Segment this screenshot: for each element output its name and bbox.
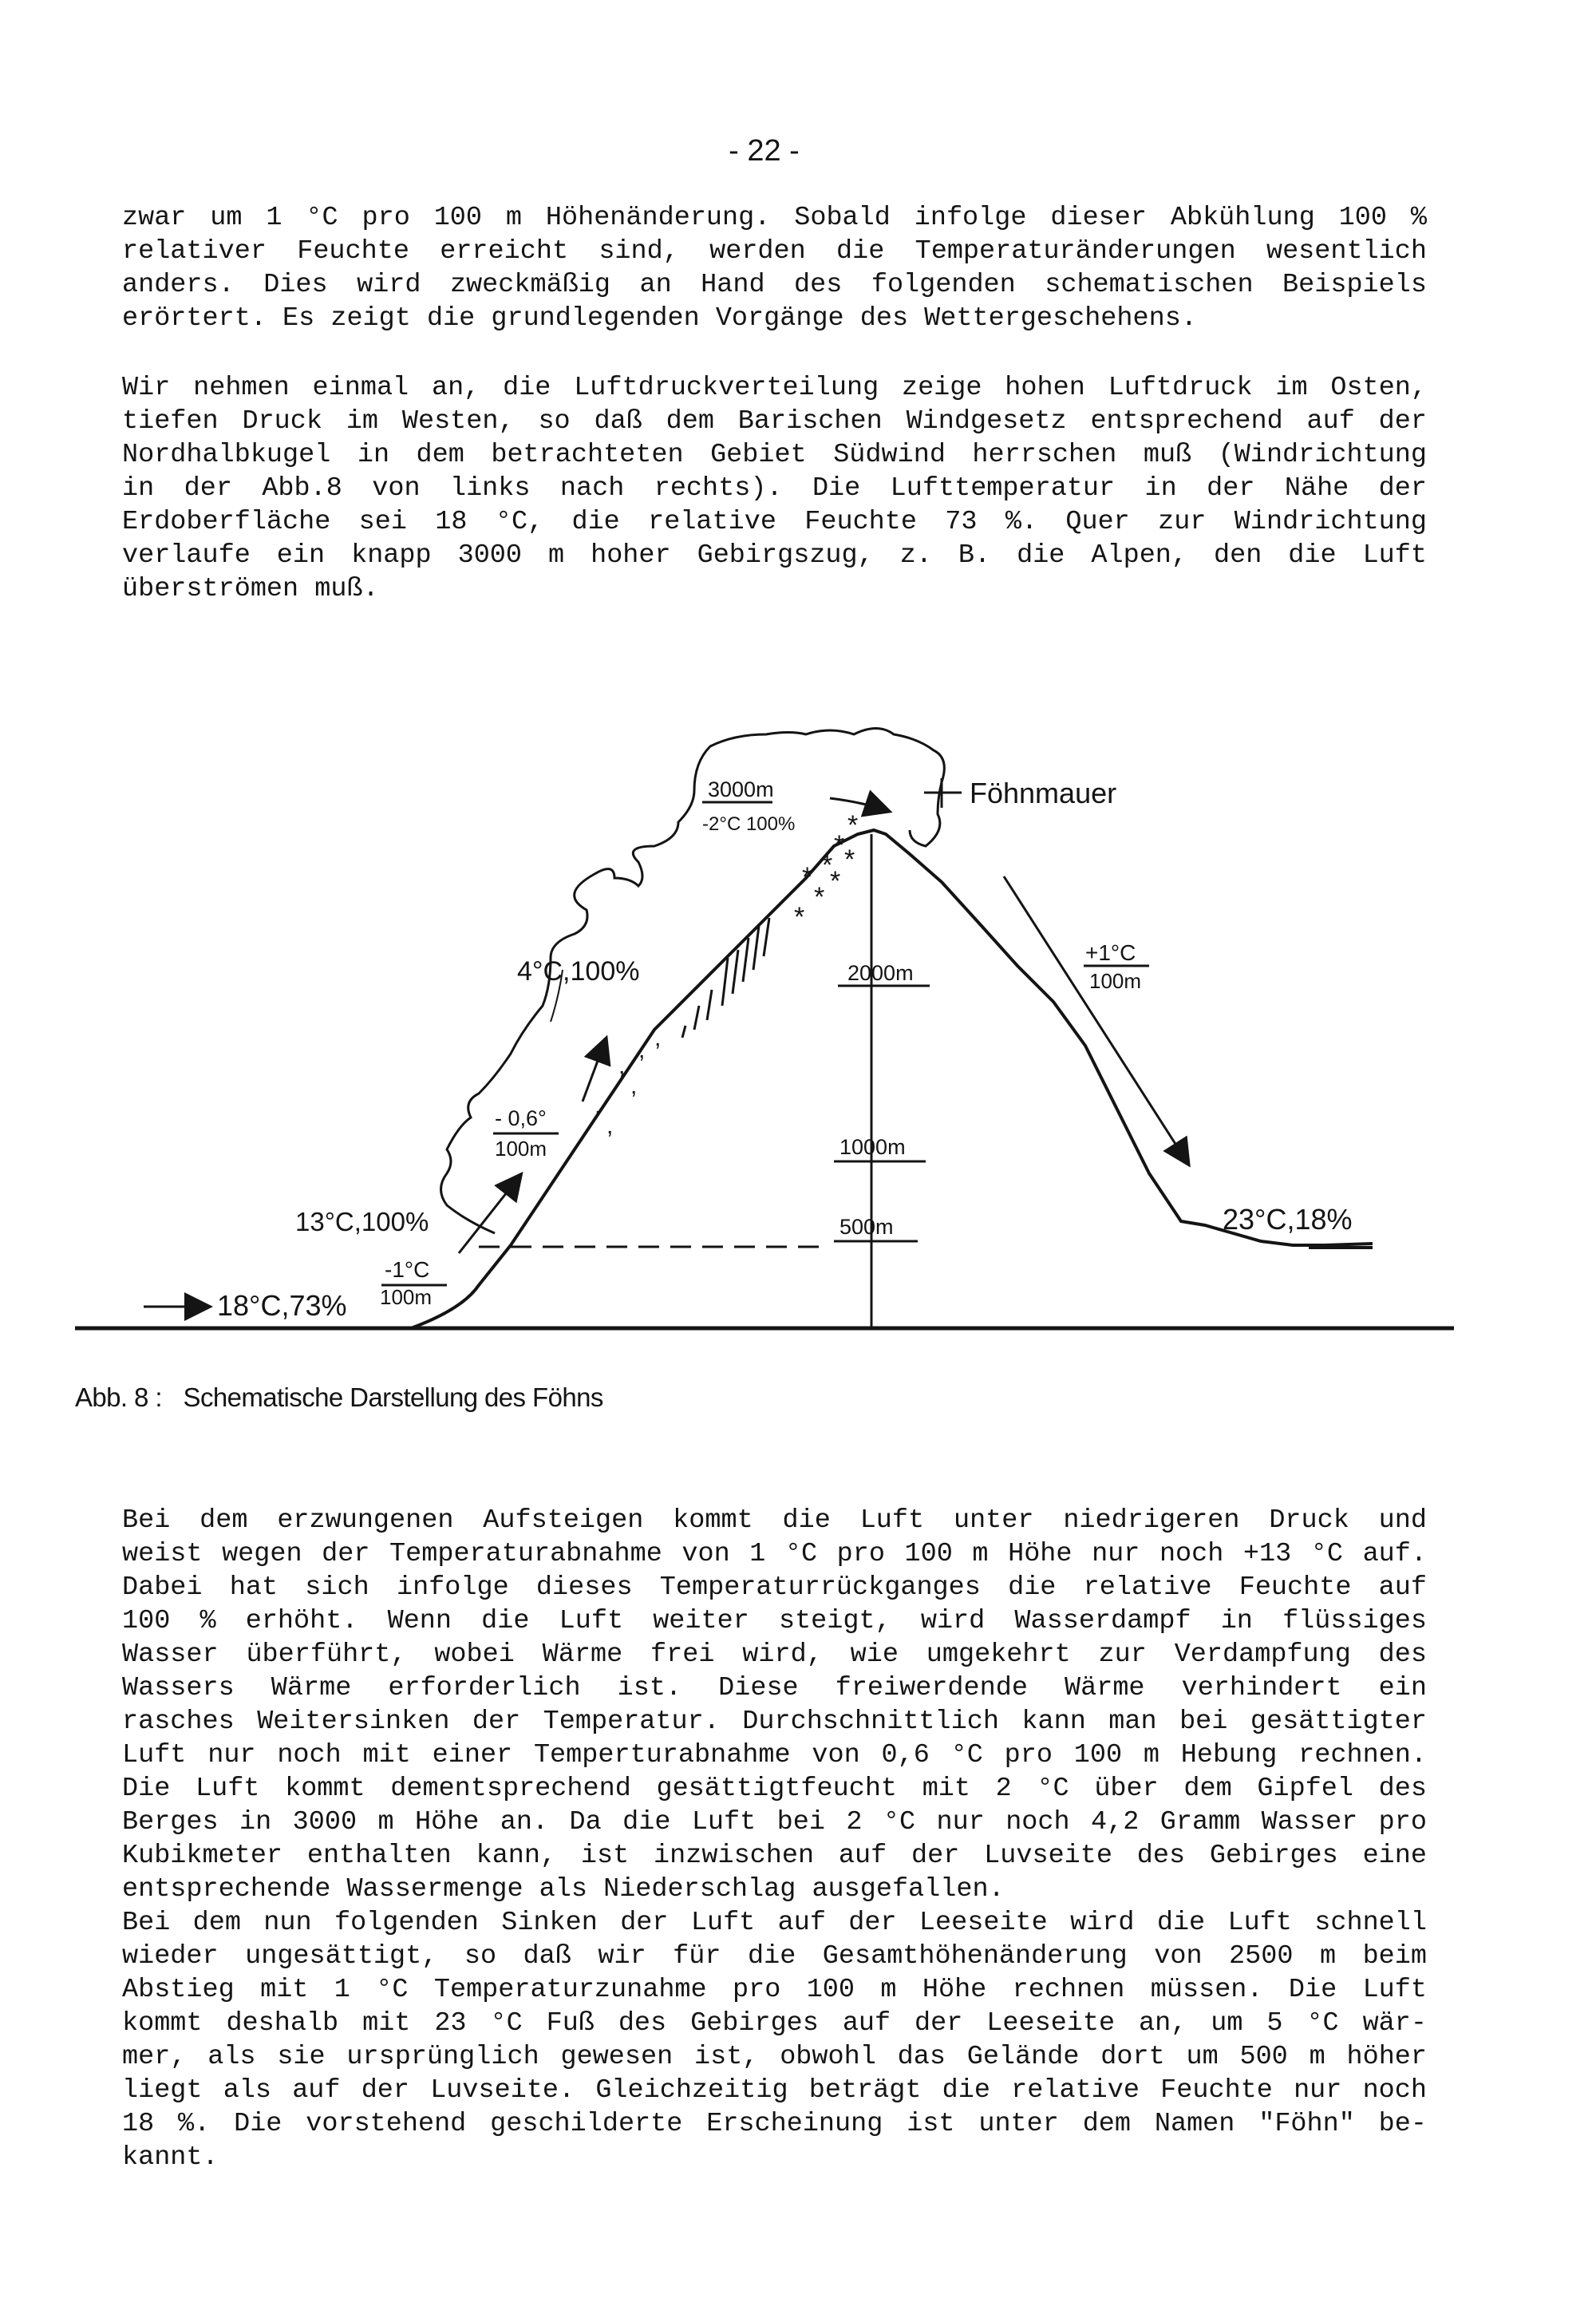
text-line: Nordhalbkugel in dem betrachteten Gebiet Südwind herrschen muß (Windrichtung xyxy=(122,440,1427,470)
text-line: erörtert. Es zeigt die grundlegenden Vorgänge des Wettergeschehens. xyxy=(122,303,1197,334)
svg-text:*: * xyxy=(847,810,859,841)
text-line: weist wegen der Temperaturabnahme von 1 °C pro 100 m Höhe nur noch +13 °C auf. xyxy=(122,1539,1427,1569)
text-line: in der Abb.8 von links nach rechts). Die Lufttemperatur in der Nähe der xyxy=(122,473,1427,504)
label-100m-low: 100m xyxy=(380,1285,433,1309)
precipitation-hatching xyxy=(682,918,769,1038)
text-line: kannt. xyxy=(122,2142,219,2173)
label-2000m: 2000m xyxy=(847,961,914,985)
text-line: 18 %. Die vorstehend geschilderte Erscheinung ist unter dem Namen "Föhn" be- xyxy=(122,2109,1427,2139)
text-line: Dabei hat sich infolge dieses Temperaturrückganges die relative Feuchte auf xyxy=(122,1572,1427,1603)
label-plus1c: +1°C xyxy=(1085,940,1136,965)
text-line: verlaufe ein knapp 3000 m hoher Gebirgszug, z. B. die Alpen, den die Luft xyxy=(122,540,1427,571)
text-line: entsprechende Wassermenge als Niederschlag ausgefallen. xyxy=(122,1874,1005,1905)
text-line: tiefen Druck im Westen, so daß dem Barischen Windgesetz entsprechend auf der xyxy=(122,406,1427,437)
text-line: anders. Dies wird zweckmäßig an Hand des folgenden schematischen Beispiels xyxy=(122,270,1427,300)
label-13c-100: 13°C,100% xyxy=(295,1207,429,1236)
label-18c-73: 18°C,73% xyxy=(217,1289,347,1322)
text-line: mer, als sie ursprünglich gewesen ist, obwohl das Gelände dort um 500 m höher xyxy=(122,2042,1427,2072)
text-line: Bei dem nun folgenden Sinken der Luft auf der Leeseite wird die Luft schnell xyxy=(122,1908,1427,1938)
text-line: wieder ungesättigt, so daß wir für die Gesamthöhenänderung von 2500 m beim xyxy=(122,1941,1427,1972)
paragraph-3 xyxy=(122,1504,1427,2174)
text-line: Kubikmeter enthalten kann, ist inzwischen auf der Luvseite des Gebirges eine xyxy=(122,1841,1427,1871)
label-100m-right: 100m xyxy=(1089,969,1142,993)
text-line: Erdoberfläche sei 18 °C, die relative Feuchte 73 %. Quer zur Windrichtung xyxy=(122,507,1427,537)
label-minus1c: -1°C xyxy=(385,1257,430,1282)
label-minus-0-6: - 0,6° xyxy=(495,1106,547,1130)
text-line: relativer Feuchte erreicht sind, werden die Temperaturänderungen wesentlich xyxy=(122,236,1427,267)
text-line: rasches Weitersinken der Temperatur. Durchschnittlich kann man bei gesättigter xyxy=(122,1707,1427,1737)
arrow-rise-lower xyxy=(459,1177,519,1253)
text-line: Abstieg mit 1 °C Temperaturzunahme pro 100 m Höhe rechnen müssen. Die Luft xyxy=(122,1975,1427,2005)
label-500m: 500m xyxy=(839,1215,894,1239)
svg-text:,: , xyxy=(654,1025,662,1051)
text-line: Luft nur noch mit einer Temperturabnahme von 0,6 °C pro 100 m Hebung rechnen. xyxy=(122,1740,1427,1770)
label-4c-100: 4°C,100% xyxy=(517,956,640,987)
svg-text:*: * xyxy=(822,850,833,880)
label-3000m: 3000m xyxy=(708,777,774,801)
text-line: Berges in 3000 m Höhe an. Da die Luft bei 2 °C nur noch 4,2 Gramm Wasser pro xyxy=(122,1807,1427,1837)
text-line: 100 % erhöht. Wenn die Luft weiter steigt, wird Wasserdampf in flüssiges xyxy=(122,1606,1427,1636)
caption-text: Schematische Darstellung des Föhns xyxy=(183,1382,603,1412)
figure-caption xyxy=(75,1382,603,1413)
text-line: Wassers Wärme erforderlich ist. Diese freiwerdende Wärme verhindert ein xyxy=(122,1673,1427,1703)
text-line: überströmen muß. xyxy=(122,574,379,604)
svg-text:*: * xyxy=(794,902,805,932)
text-line: Wir nehmen einmal an, die Luftdruckverteilung zeige hohen Luftdruck im Osten, xyxy=(122,373,1427,403)
label-100m-mid: 100m xyxy=(495,1137,547,1161)
text-line: Wasser überführt, wobei Wärme frei wird, wie umgekehrt zur Verdampfung des xyxy=(122,1640,1427,1670)
svg-text:,: , xyxy=(638,1037,646,1063)
text-line: Die Luft kommt dementsprechend gesättigtfeucht mit 2 °C über dem Gipfel des xyxy=(122,1774,1427,1804)
text-line: kommt deshalb mit 23 °C Fuß des Gebirges auf der Leeseite an, um 5 °C wär- xyxy=(122,2008,1427,2039)
text-line: zwar um 1 °C pro 100 m Höhenänderung. Sobald infolge dieser Abkühlung 100 % xyxy=(122,203,1427,233)
caption-label: Abb. 8 : xyxy=(75,1382,162,1412)
svg-text:,: , xyxy=(618,1053,626,1079)
label-23c-18: 23°C,18% xyxy=(1223,1203,1353,1236)
svg-text:*: * xyxy=(834,830,845,860)
label-1000m: 1000m xyxy=(839,1135,906,1159)
svg-text:*: * xyxy=(830,866,841,896)
text-line: Bei dem erzwungenen Aufsteigen kommt die Luft unter niedrigeren Druck und xyxy=(122,1505,1427,1536)
arrow-descent xyxy=(1004,876,1187,1161)
svg-text:,: , xyxy=(606,1113,614,1139)
label-summit-condition: -2°C 100% xyxy=(702,813,796,835)
svg-text:*: * xyxy=(802,862,813,892)
page-number: - 22 - xyxy=(729,134,800,168)
arrow-rise-upper xyxy=(583,1042,605,1102)
label-foehnmauer: Föhnmauer xyxy=(970,777,1117,809)
arrow-summit xyxy=(830,798,886,810)
svg-text:*: * xyxy=(814,882,825,912)
svg-text:,: , xyxy=(595,1093,602,1119)
text-line: liegt als auf der Luvseite. Gleichzeitig beträgt die relative Feuchte nur noch xyxy=(122,2075,1427,2106)
mountain-profile xyxy=(411,830,1373,1328)
svg-text:*: * xyxy=(844,844,855,875)
svg-text:,: , xyxy=(630,1073,638,1099)
snow-stars xyxy=(794,810,858,932)
